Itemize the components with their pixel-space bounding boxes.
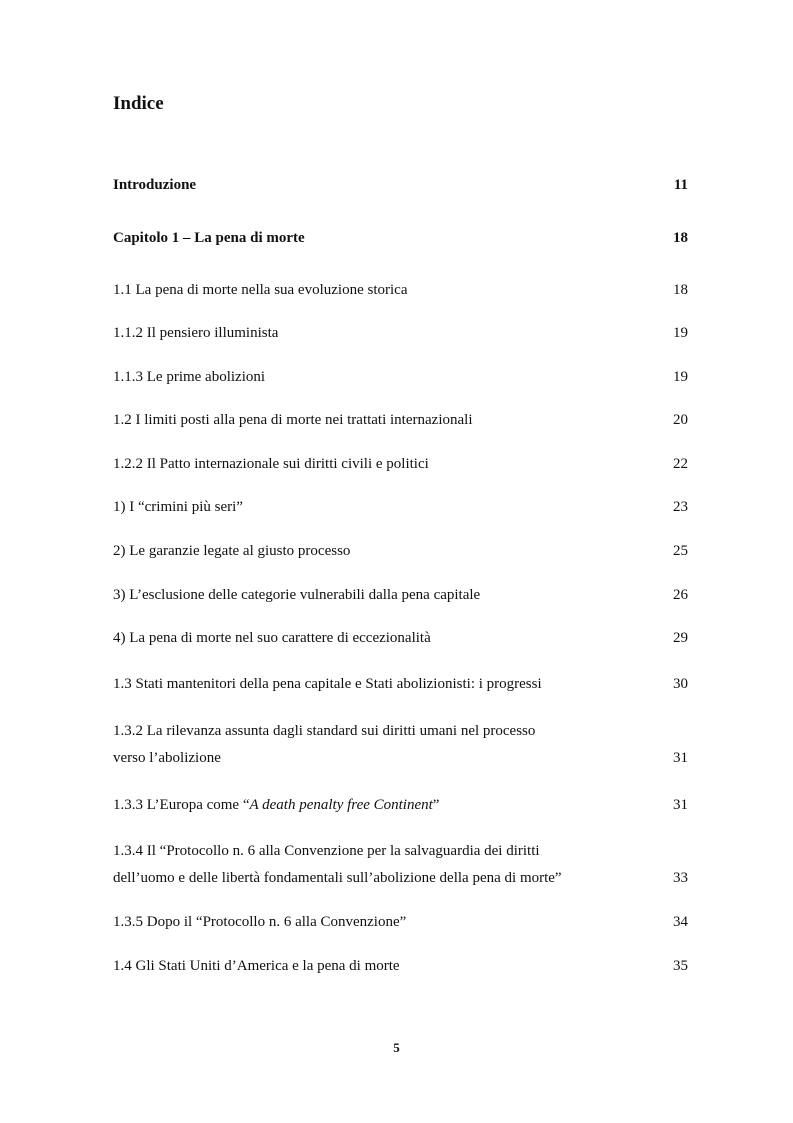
toc-entry-label: 1) I “crimini più seri” <box>113 499 243 515</box>
toc-entry-label: 1.1.2 Il pensiero illuminista <box>113 325 279 341</box>
toc-entry-page: 26 <box>673 587 688 603</box>
toc-entry <box>113 671 688 698</box>
toc-entry <box>113 494 688 521</box>
toc-entry <box>113 407 688 434</box>
toc-entry-page: 19 <box>673 369 688 385</box>
toc-entry-label: 1.2.2 Il Patto internazionale sui diritti civili e politici <box>113 456 429 472</box>
toc-entry-page: 18 <box>673 230 688 246</box>
toc-entry-page: 31 <box>673 797 688 813</box>
toc-entry-label-prefix: 1.3.3 L’Europa come “ <box>113 797 250 813</box>
toc-entry-label: Capitolo 1 – La pena di morte <box>113 230 305 246</box>
toc-entry-label-line1: 1.3.2 La rilevanza assunta dagli standard sui diritti umani nel processo <box>113 723 536 739</box>
toc-entry-capitolo-1 <box>113 225 688 252</box>
toc-entry-label: 1.3 Stati mantenitori della pena capitale e Stati abolizionisti: i progressi <box>113 676 542 692</box>
toc-entry-label-line2: verso l’abolizione <box>113 750 221 766</box>
toc-entry <box>113 792 688 819</box>
toc-entry-page: 23 <box>673 499 688 515</box>
toc-entry-label: 1.1 La pena di morte nella sua evoluzione storica <box>113 282 408 298</box>
toc-entry-page: 29 <box>673 630 688 646</box>
toc-entry <box>113 625 688 652</box>
toc-entry-label: 4) La pena di morte nel suo carattere di eccezionalità <box>113 630 431 646</box>
toc-entry-label-line1: 1.3.4 Il “Protocollo n. 6 alla Convenzione per la salvaguardia dei diritti <box>113 843 540 859</box>
toc-entry <box>113 451 688 478</box>
toc-entry-label-italic: A death penalty free Continent <box>249 797 433 813</box>
toc-entry-label: 3) L’esclusione delle categorie vulnerabili dalla pena capitale <box>113 587 481 603</box>
toc-entry-label-line2: dell’uomo e delle libertà fondamentali sull’abolizione della pena di morte” <box>113 870 562 886</box>
toc-entry-page: 30 <box>673 676 688 692</box>
toc-entry-page: 25 <box>673 543 688 559</box>
toc-entry <box>113 364 688 391</box>
toc-entry-page: 18 <box>673 282 688 298</box>
toc-entry-page: 20 <box>673 412 688 428</box>
toc-entry <box>113 538 688 565</box>
toc-entry <box>113 582 688 609</box>
toc-entry <box>113 953 688 980</box>
toc-entry-label: 1.2 I limiti posti alla pena di morte nei trattati internazionali <box>113 412 473 428</box>
toc-entry-label: 1.3.5 Dopo il “Protocollo n. 6 alla Convenzione” <box>113 914 407 930</box>
toc-entry-label: 2) Le garanzie legate al giusto processo <box>113 543 351 559</box>
toc-entry-label: 1.4 Gli Stati Uniti d’America e la pena di morte <box>113 958 400 974</box>
toc-entry-page: 11 <box>673 177 688 193</box>
toc-entry <box>113 909 688 936</box>
toc-entry-page: 31 <box>673 750 688 766</box>
toc-entry-introduzione <box>113 172 688 199</box>
toc-entry-page: 19 <box>673 325 688 341</box>
toc-entry-label: 1.1.3 Le prime abolizioni <box>113 369 266 385</box>
page-title: Indice <box>113 93 164 114</box>
toc-entry-page: 35 <box>673 958 688 974</box>
toc-entry-page: 33 <box>673 870 688 886</box>
toc-entry-page: 34 <box>673 914 688 930</box>
toc-entry-label <box>113 792 688 819</box>
toc-entry-label-suffix: ” <box>432 797 440 813</box>
toc-entry-multiline <box>113 718 688 772</box>
toc-entry <box>113 277 688 304</box>
toc-entry-label: Introduzione <box>113 177 197 193</box>
toc-entry-multiline <box>113 838 688 892</box>
page-number-footer: 5 <box>393 1040 400 1055</box>
toc-entry-page: 22 <box>673 456 688 472</box>
toc-entry <box>113 320 688 347</box>
